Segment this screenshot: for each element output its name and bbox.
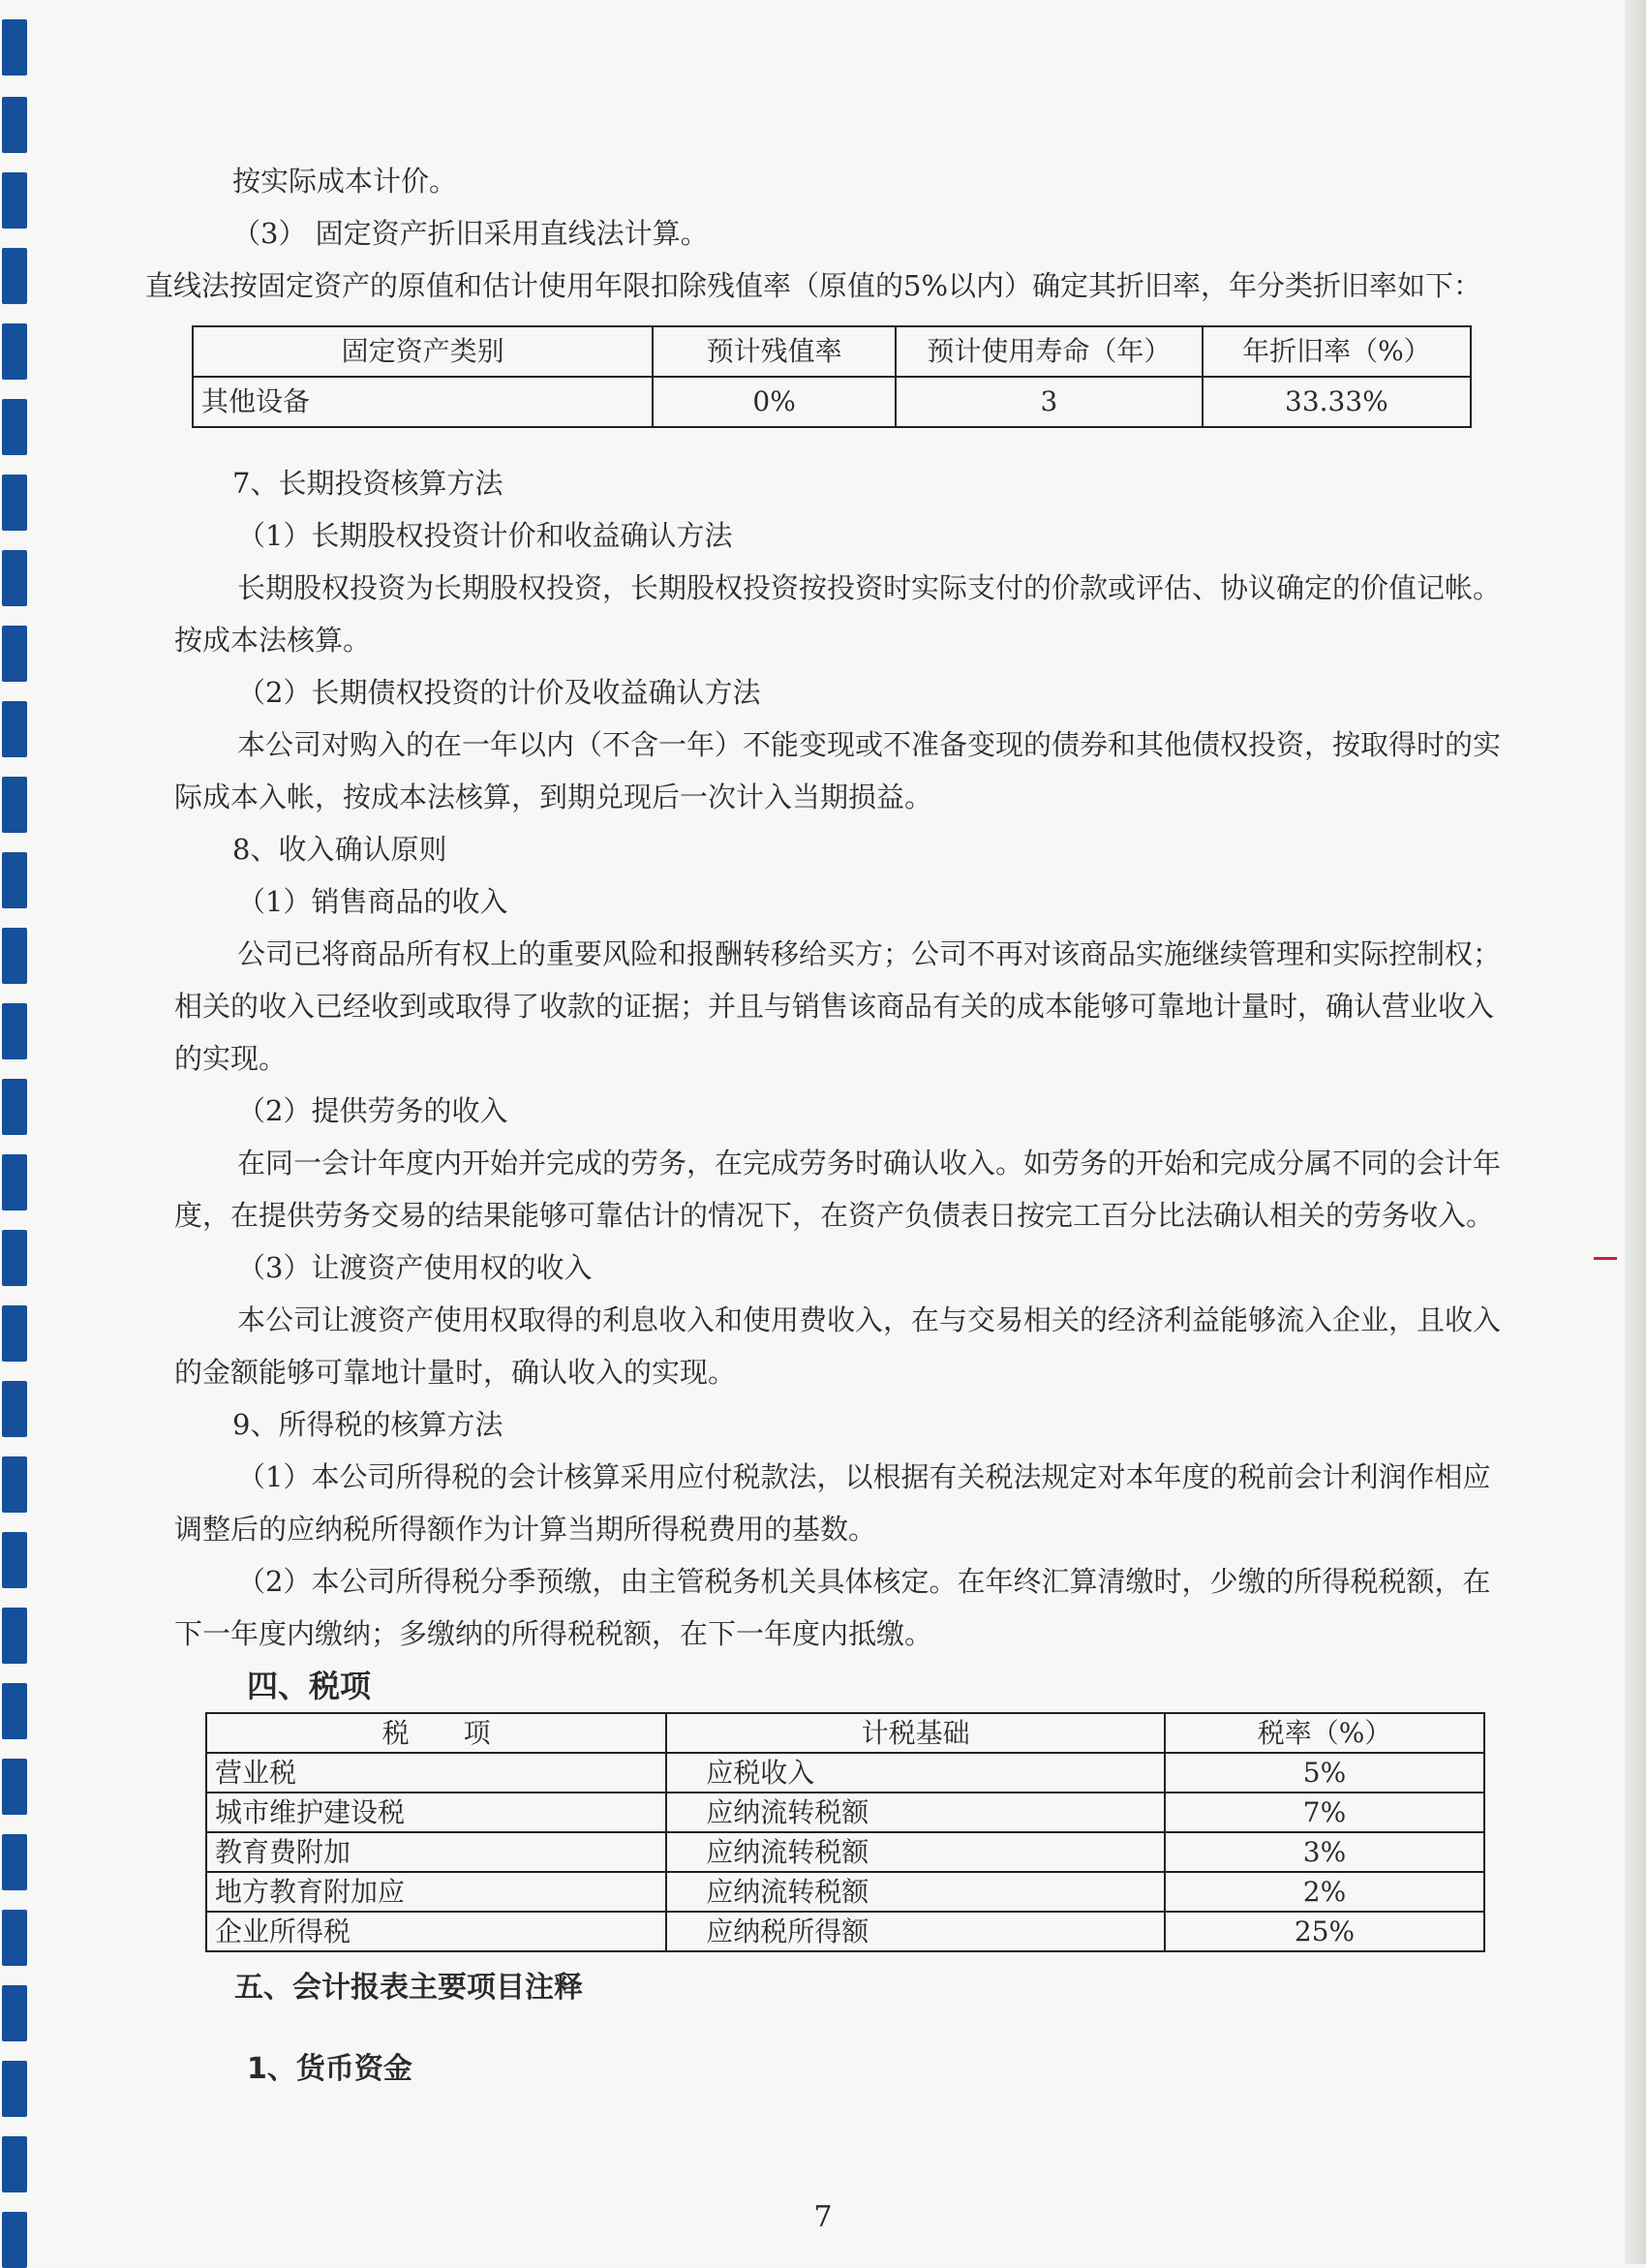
cell-tax-rate: 7% xyxy=(1165,1793,1484,1832)
section7-sub1-body: 长期股权投资为长期股权投资，长期股权投资按投资时实际支付的价款或评估、协议确定的价值记帐。按成本法核算。 xyxy=(174,571,1502,657)
section9-p1: （1）本公司所得税的会计核算采用应付税款法，以根据有关税法规定对本年度的税前会计利润作相应调整后的应纳税所得额作为计算当期所得税费用的基数。 xyxy=(174,1460,1491,1546)
cell-tax-basis: 应纳流转税额 xyxy=(666,1793,1165,1832)
header-cell: 年折旧率（%） xyxy=(1203,326,1471,377)
cell-tax-item: 企业所得税 xyxy=(206,1912,666,1951)
section8-heading: 8、收入确认原则 xyxy=(232,833,447,866)
cell-tax-basis: 应纳流转税额 xyxy=(666,1832,1165,1872)
header-cell: 预计使用寿命（年） xyxy=(896,326,1203,377)
item3-heading: （3） 固定资产折旧采用直线法计算。 xyxy=(232,217,709,250)
cell-tax-item: 城市维护建设税 xyxy=(206,1793,666,1832)
item3-body: 直线法按固定资产的原值和估计使用年限扣除残值率（原值的5%以内）确定其折旧率，年分类折旧率如下： xyxy=(145,269,1482,302)
table-row xyxy=(206,1832,1484,1872)
cell-residual: 0% xyxy=(653,377,896,427)
cell-tax-rate: 5% xyxy=(1165,1753,1484,1793)
header-cell: 税 项 xyxy=(206,1713,666,1753)
table-row xyxy=(206,1753,1484,1793)
intro-line: 按实际成本计价。 xyxy=(232,165,458,198)
header-cell: 计税基础 xyxy=(666,1713,1165,1753)
table-header-row xyxy=(193,326,1471,377)
section9-heading: 9、所得税的核算方法 xyxy=(232,1408,503,1441)
section8-sub3: （3）让渡资产使用权的收入 xyxy=(237,1251,593,1284)
cell-tax-basis: 应税收入 xyxy=(666,1753,1165,1793)
cell-tax-item: 营业税 xyxy=(206,1753,666,1793)
depreciation-table xyxy=(192,325,1472,428)
section8-sub2: （2）提供劳务的收入 xyxy=(237,1094,508,1127)
section5-heading: 五、会计报表主要项目注释 xyxy=(234,1971,583,2005)
page-number: 7 xyxy=(813,2200,833,2234)
page-edge-shadow xyxy=(1625,0,1646,2264)
cell-tax-item: 地方教育附加应 xyxy=(206,1872,666,1912)
section7-sub2: （2）长期债权投资的计价及收益确认方法 xyxy=(237,676,761,709)
section8-sub1-body: 公司已将商品所有权上的重要风险和报酬转移给买方；公司不再对该商品实施继续管理和实际控制权；相关的收入已经收到或取得了收款的证据；并且与销售该商品有关的成本能够可靠地计量时，确认营业收入的实现。 xyxy=(174,937,1502,1075)
section8-sub2-body: 在同一会计年度内开始并完成的劳务，在完成劳务时确认收入。如劳务的开始和完成分属不同的会计年度，在提供劳务交易的结果能够可靠估计的情况下，在资产负债表日按完工百分比法确认相关的劳务收入。 xyxy=(174,1147,1502,1232)
red-margin-mark xyxy=(1594,1257,1617,1260)
tax-table xyxy=(205,1712,1485,1952)
section5-item1: 1、货币资金 xyxy=(247,2052,412,2086)
cell-life: 3 xyxy=(896,377,1203,427)
table-row xyxy=(206,1793,1484,1832)
section8-sub1: （1）销售商品的收入 xyxy=(237,885,508,918)
cell-category: 其他设备 xyxy=(193,377,653,427)
cell-tax-rate: 3% xyxy=(1165,1832,1484,1872)
section8-sub3-body: 本公司让渡资产使用权取得的利息收入和使用费收入，在与交易相关的经济利益能够流入企业，且收入的金额能够可靠地计量时，确认收入的实现。 xyxy=(174,1303,1502,1389)
cell-tax-rate: 2% xyxy=(1165,1872,1484,1912)
header-cell: 预计残值率 xyxy=(653,326,896,377)
section7-sub2-body: 本公司对购入的在一年以内（不含一年）不能变现或不准备变现的债券和其他债权投资，按取得时的实际成本入帐，按成本法核算，到期兑现后一次计入当期损益。 xyxy=(174,728,1502,813)
section7-heading: 7、长期投资核算方法 xyxy=(232,467,503,500)
spiral-binding xyxy=(0,0,33,2264)
section9-p2: （2）本公司所得税分季预缴，由主管税务机关具体核定。在年终汇算清缴时，少缴的所得税税额，在下一年度内缴纳；多缴纳的所得税税额，在下一年度内抵缴。 xyxy=(174,1565,1491,1650)
table-row xyxy=(206,1912,1484,1951)
tax-heading: 四、税项 xyxy=(247,1668,372,1704)
table-header-row xyxy=(206,1713,1484,1753)
cell-tax-basis: 应纳流转税额 xyxy=(666,1872,1165,1912)
cell-tax-basis: 应纳税所得额 xyxy=(666,1912,1165,1951)
cell-tax-item: 教育费附加 xyxy=(206,1832,666,1872)
table-row xyxy=(206,1872,1484,1912)
header-cell: 税率（%） xyxy=(1165,1713,1484,1753)
cell-rate: 33.33% xyxy=(1203,377,1471,427)
cell-tax-rate: 25% xyxy=(1165,1912,1484,1951)
header-cell: 固定资产类别 xyxy=(193,326,653,377)
section7-sub1: （1）长期股权投资计价和收益确认方法 xyxy=(237,519,733,552)
document-body xyxy=(145,155,1502,2096)
table-row xyxy=(193,377,1471,427)
